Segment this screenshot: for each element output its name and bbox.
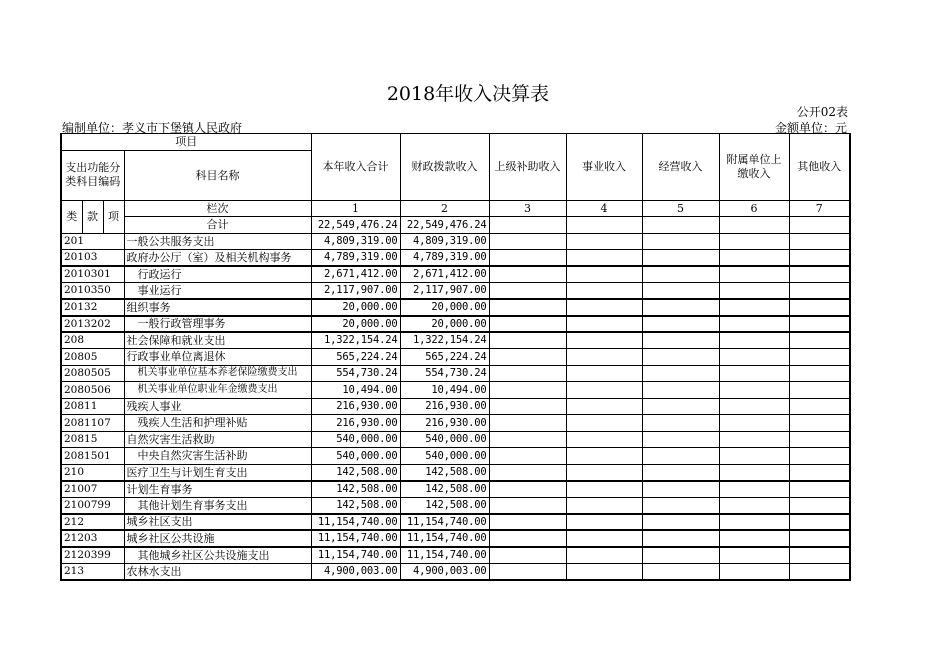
empty-cell — [489, 431, 566, 448]
total-income-cell: 2,117,907.00 — [311, 283, 400, 300]
subject-code-cell: 20103 — [61, 250, 124, 267]
total-income-cell: 20,000.00 — [311, 299, 400, 316]
empty-cell — [642, 382, 719, 399]
col-num: 6 — [719, 200, 789, 217]
empty-cell — [789, 299, 850, 316]
empty-cell — [789, 398, 850, 415]
empty-cell — [489, 464, 566, 481]
empty-cell — [642, 283, 719, 300]
subject-code-cell: 20805 — [61, 349, 124, 366]
empty-cell — [566, 233, 642, 250]
table-row — [61, 233, 850, 250]
empty-cell — [566, 250, 642, 267]
empty-cell — [566, 464, 642, 481]
empty-cell — [566, 299, 642, 316]
empty-cell — [566, 349, 642, 366]
empty-cell — [489, 250, 566, 267]
subject-name-cell: 城乡社区公共设施 — [124, 530, 311, 547]
empty-cell — [789, 365, 850, 382]
empty-cell — [642, 481, 719, 498]
col-num: 1 — [311, 200, 400, 217]
fiscal-cell: 11,154,740.00 — [400, 514, 489, 531]
header-row-3 — [61, 200, 850, 217]
table-row — [61, 299, 850, 316]
total-income-cell: 11,154,740.00 — [311, 547, 400, 564]
subject-code-cell: 210 — [61, 464, 124, 481]
total-income-cell: 20,000.00 — [311, 316, 400, 333]
table-row — [61, 497, 850, 514]
total-income-cell: 216,930.00 — [311, 398, 400, 415]
subject-code-cell: 2081501 — [61, 448, 124, 465]
empty-cell — [789, 464, 850, 481]
subject-name-cell: 机关事业单位基本养老保险缴费支出 — [124, 365, 311, 382]
table-row — [61, 563, 850, 580]
empty-cell — [489, 299, 566, 316]
col-header-superior-subsidy: 上级补助收入 — [489, 134, 566, 201]
table-row — [61, 481, 850, 498]
empty-cell — [719, 299, 789, 316]
empty-cell — [489, 514, 566, 531]
subject-code-cell: 2080505 — [61, 365, 124, 382]
fiscal-cell: 4,789,319.00 — [400, 250, 489, 267]
table-row — [61, 464, 850, 481]
table-row — [61, 250, 850, 267]
empty-cell — [489, 283, 566, 300]
empty-cell — [489, 382, 566, 399]
empty-cell — [566, 481, 642, 498]
subject-code-cell: 20811 — [61, 398, 124, 415]
empty-cell — [566, 382, 642, 399]
subject-name-cell: 农林水支出 — [124, 563, 311, 580]
fiscal-cell: 540,000.00 — [400, 448, 489, 465]
empty-cell — [566, 266, 642, 283]
total-income-cell: 2,671,412.00 — [311, 266, 400, 283]
empty-cell — [566, 563, 642, 580]
subject-name-cell: 城乡社区支出 — [124, 514, 311, 531]
col-num: 5 — [642, 200, 719, 217]
subject-name-cell: 中央自然灾害生活补助 — [124, 448, 311, 465]
fiscal-cell: 20,000.00 — [400, 299, 489, 316]
table-row — [61, 332, 850, 349]
table-row — [61, 530, 850, 547]
total-income-cell: 10,494.00 — [311, 382, 400, 399]
total-label: 合计 — [124, 217, 311, 234]
total-income-cell: 565,224.24 — [311, 349, 400, 366]
empty-cell — [719, 398, 789, 415]
subject-code-cell: 2100799 — [61, 497, 124, 514]
table-row — [61, 547, 850, 564]
col-header-affiliated-income: 附属单位上缴收入 — [719, 134, 789, 201]
fiscal-cell: 10,494.00 — [400, 382, 489, 399]
empty-cell — [719, 332, 789, 349]
empty-cell — [789, 481, 850, 498]
empty-cell — [719, 497, 789, 514]
total-income-cell: 142,508.00 — [311, 464, 400, 481]
subject-code-cell: 201 — [61, 233, 124, 250]
subject-name-cell: 行政运行 — [124, 266, 311, 283]
fiscal-cell: 4,809,319.00 — [400, 233, 489, 250]
subject-code-cell: 208 — [61, 332, 124, 349]
total-income-cell: 540,000.00 — [311, 431, 400, 448]
table-row — [61, 316, 850, 333]
table-row — [61, 415, 850, 432]
table-row — [61, 283, 850, 300]
empty-cell — [789, 266, 850, 283]
empty-cell — [566, 365, 642, 382]
empty-cell — [789, 332, 850, 349]
empty-cell — [719, 547, 789, 564]
subject-name-cell: 社会保障和就业支出 — [124, 332, 311, 349]
empty-cell — [642, 332, 719, 349]
empty-cell — [489, 349, 566, 366]
col-num: 7 — [789, 200, 850, 217]
total-income-cell: 4,789,319.00 — [311, 250, 400, 267]
empty-cell — [566, 398, 642, 415]
item-header: 项目 — [61, 134, 311, 151]
subject-code-cell: 2010301 — [61, 266, 124, 283]
empty-cell — [642, 217, 719, 234]
empty-cell — [566, 415, 642, 432]
subject-code-cell: 20132 — [61, 299, 124, 316]
total-income-cell: 11,154,740.00 — [311, 514, 400, 531]
empty-cell — [642, 365, 719, 382]
table-row — [61, 398, 850, 415]
empty-cell — [789, 250, 850, 267]
subject-code-cell: 2081107 — [61, 415, 124, 432]
subject-code-cell: 2010350 — [61, 283, 124, 300]
empty-cell — [789, 530, 850, 547]
subject-name-cell: 计划生育事务 — [124, 481, 311, 498]
empty-cell — [719, 448, 789, 465]
empty-cell — [642, 530, 719, 547]
table-row — [61, 514, 850, 531]
empty-cell — [642, 464, 719, 481]
total-income-cell: 4,809,319.00 — [311, 233, 400, 250]
empty-cell — [789, 497, 850, 514]
col-num: 2 — [400, 200, 489, 217]
empty-cell — [489, 563, 566, 580]
empty-cell — [566, 217, 642, 234]
empty-cell — [642, 250, 719, 267]
empty-cell — [566, 514, 642, 531]
fiscal-cell: 142,508.00 — [400, 497, 489, 514]
empty-cell — [642, 415, 719, 432]
xiang-header: 项 — [103, 200, 124, 233]
empty-cell — [719, 316, 789, 333]
subject-code-cell: 2120399 — [61, 547, 124, 564]
empty-cell — [719, 382, 789, 399]
col-header-business-income: 事业收入 — [566, 134, 642, 201]
empty-cell — [642, 398, 719, 415]
empty-cell — [719, 431, 789, 448]
empty-cell — [719, 233, 789, 250]
empty-cell — [489, 448, 566, 465]
fiscal-cell: 142,508.00 — [400, 481, 489, 498]
subject-code-cell: 212 — [61, 514, 124, 531]
empty-cell — [489, 415, 566, 432]
empty-cell — [789, 448, 850, 465]
empty-cell — [789, 431, 850, 448]
empty-cell — [719, 349, 789, 366]
table-row — [61, 365, 850, 382]
empty-cell — [566, 316, 642, 333]
subject-name-cell: 机关事业单位职业年金缴费支出 — [124, 382, 311, 399]
total-income-cell: 1,322,154.24 — [311, 332, 400, 349]
empty-cell — [719, 464, 789, 481]
fiscal-cell: 2,117,907.00 — [400, 283, 489, 300]
lei-header: 类 — [61, 200, 82, 233]
empty-cell — [642, 299, 719, 316]
fiscal-cell: 4,900,003.00 — [400, 563, 489, 580]
fiscal-cell: 22,549,476.24 — [400, 217, 489, 234]
subject-name-cell: 残疾人事业 — [124, 398, 311, 415]
subject-code-cell: 2080506 — [61, 382, 124, 399]
report-title: 2018年收入决算表 — [386, 83, 550, 105]
table-row — [61, 349, 850, 366]
empty-cell — [489, 365, 566, 382]
empty-cell — [789, 382, 850, 399]
subject-name-cell: 组织事务 — [124, 299, 311, 316]
subject-name-cell: 一般公共服务支出 — [124, 233, 311, 250]
table-row — [61, 266, 850, 283]
empty-cell — [566, 497, 642, 514]
subject-code-cell: 2013202 — [61, 316, 124, 333]
empty-cell — [642, 547, 719, 564]
col-num: 4 — [566, 200, 642, 217]
empty-cell — [719, 563, 789, 580]
total-income-cell: 554,730.24 — [311, 365, 400, 382]
fiscal-cell: 11,154,740.00 — [400, 547, 489, 564]
empty-cell — [566, 547, 642, 564]
empty-cell — [719, 530, 789, 547]
empty-cell — [642, 497, 719, 514]
subject-name-cell: 行政事业单位离退休 — [124, 349, 311, 366]
empty-cell — [642, 316, 719, 333]
subject-name-cell: 自然灾害生活救助 — [124, 431, 311, 448]
col-header-operating-income: 经营收入 — [642, 134, 719, 201]
subject-code-cell: 21203 — [61, 530, 124, 547]
col-header-other-income: 其他收入 — [789, 134, 850, 201]
empty-cell — [642, 563, 719, 580]
table-row — [61, 431, 850, 448]
empty-cell — [789, 233, 850, 250]
amount-unit: 金额单位：元 — [774, 121, 847, 135]
empty-cell — [719, 481, 789, 498]
fiscal-cell: 20,000.00 — [400, 316, 489, 333]
empty-cell — [489, 497, 566, 514]
income-final-accounts-table — [60, 133, 851, 581]
empty-cell — [719, 283, 789, 300]
empty-cell — [789, 283, 850, 300]
empty-cell — [719, 365, 789, 382]
total-row — [61, 217, 850, 234]
table-row — [61, 382, 850, 399]
form-number: 公开02表 — [796, 105, 848, 119]
empty-cell — [719, 250, 789, 267]
subject-name-cell: 医疗卫生与计划生育支出 — [124, 464, 311, 481]
fiscal-cell: 216,930.00 — [400, 398, 489, 415]
subject-name-cell: 其他计划生育事务支出 — [124, 497, 311, 514]
fiscal-cell: 540,000.00 — [400, 431, 489, 448]
subject-name-cell: 事业运行 — [124, 283, 311, 300]
empty-cell — [642, 266, 719, 283]
total-income-cell: 11,154,740.00 — [311, 530, 400, 547]
empty-cell — [566, 431, 642, 448]
empty-cell — [489, 217, 566, 234]
empty-cell — [789, 415, 850, 432]
col-header-fiscal: 财政拨款收入 — [400, 134, 489, 201]
lanci-label: 栏次 — [124, 200, 311, 217]
fiscal-cell: 554,730.24 — [400, 365, 489, 382]
empty-cell — [489, 233, 566, 250]
empty-cell — [642, 448, 719, 465]
empty-cell — [789, 217, 850, 234]
table-row — [61, 448, 850, 465]
empty-cell — [789, 514, 850, 531]
code-group-header: 支出功能分类科目编码 — [61, 150, 124, 200]
empty-cell — [719, 217, 789, 234]
subject-name-cell: 政府办公厅（室）及相关机构事务 — [124, 250, 311, 267]
fiscal-cell: 565,224.24 — [400, 349, 489, 366]
empty-cell — [489, 266, 566, 283]
header-row-1 — [61, 134, 850, 151]
total-income-cell: 22,549,476.24 — [311, 217, 400, 234]
kuan-header: 款 — [82, 200, 103, 233]
empty-cell — [789, 563, 850, 580]
empty-cell — [489, 398, 566, 415]
empty-cell — [719, 514, 789, 531]
subject-name-header: 科目名称 — [124, 150, 311, 200]
empty-cell — [642, 431, 719, 448]
fiscal-cell: 216,930.00 — [400, 415, 489, 432]
empty-cell — [642, 514, 719, 531]
fiscal-cell: 2,671,412.00 — [400, 266, 489, 283]
fiscal-cell: 1,322,154.24 — [400, 332, 489, 349]
total-income-cell: 142,508.00 — [311, 497, 400, 514]
empty-cell — [789, 316, 850, 333]
empty-cell — [489, 316, 566, 333]
empty-cell — [566, 448, 642, 465]
empty-cell — [719, 415, 789, 432]
total-income-cell: 216,930.00 — [311, 415, 400, 432]
subject-name-cell: 其他城乡社区公共设施支出 — [124, 547, 311, 564]
empty-cell — [566, 530, 642, 547]
subject-code-cell: 20815 — [61, 431, 124, 448]
empty-cell — [489, 332, 566, 349]
subject-name-cell: 残疾人生活和护理补贴 — [124, 415, 311, 432]
fiscal-cell: 142,508.00 — [400, 464, 489, 481]
compiling-unit: 编制单位：孝义市下堡镇人民政府 — [62, 121, 243, 135]
empty-cell — [789, 547, 850, 564]
empty-cell — [489, 547, 566, 564]
empty-cell — [719, 266, 789, 283]
total-income-cell: 540,000.00 — [311, 448, 400, 465]
col-header-total-income: 本年收入合计 — [311, 134, 400, 201]
subject-name-cell: 一般行政管理事务 — [124, 316, 311, 333]
empty-cell — [566, 283, 642, 300]
fiscal-cell: 11,154,740.00 — [400, 530, 489, 547]
total-income-cell: 4,900,003.00 — [311, 563, 400, 580]
empty-cell — [489, 481, 566, 498]
subject-code-cell: 213 — [61, 563, 124, 580]
empty-cell — [489, 530, 566, 547]
empty-cell — [642, 233, 719, 250]
empty-cell — [789, 349, 850, 366]
empty-cell — [566, 332, 642, 349]
subject-code-cell: 21007 — [61, 481, 124, 498]
col-num: 3 — [489, 200, 566, 217]
total-income-cell: 142,508.00 — [311, 481, 400, 498]
data-rows — [61, 233, 850, 580]
empty-cell — [642, 349, 719, 366]
